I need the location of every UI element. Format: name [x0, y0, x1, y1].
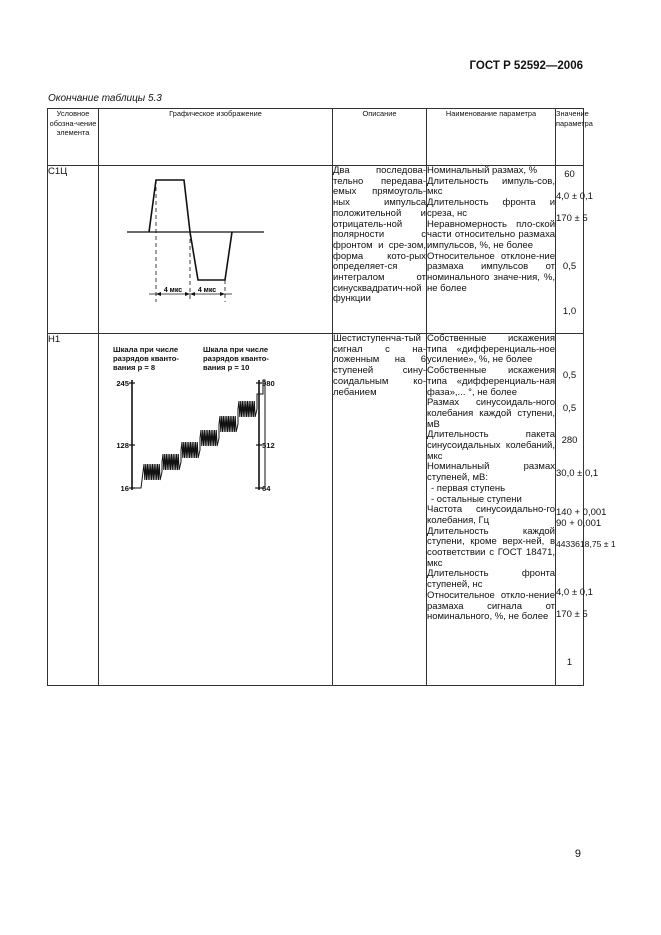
param-name: Неравномерность пло-ской части относительно размаха импульсов, %, не более: [427, 218, 555, 251]
param-name: Собственные искажения типа «дифференциаль-ное усиление», %, не более: [427, 333, 555, 366]
left-scale-caption-1: Шкала при числе: [113, 345, 179, 354]
pulse-width-label-1: 4 мкс: [163, 287, 183, 294]
param-value: 1: [566, 657, 573, 668]
param-name: Размах синусоидаль-ного колебания каждой ступени, мВ: [427, 397, 555, 430]
left-tick-16: 16: [120, 484, 129, 493]
param-value: 0,5: [562, 370, 577, 381]
param-value: 280: [561, 435, 578, 446]
staircase-waveform: [135, 380, 265, 488]
graphic-cell: [99, 334, 333, 686]
table-caption: Окончание таблицы 5.3: [48, 93, 162, 104]
param-value: 4,0 ± 0,1: [556, 587, 593, 598]
param-name: Номинальный размах, %: [427, 165, 538, 176]
left-tick-245: 245: [116, 379, 129, 388]
bipolar-pulse-figure: [99, 166, 333, 328]
table-row: [48, 334, 584, 686]
param-value: 140 + 0,001: [556, 507, 607, 518]
param-value: 4,0 ± 0,1: [556, 191, 593, 202]
left-scale-caption-3: вания р = 8: [113, 363, 156, 372]
param-value: 0,5: [562, 261, 577, 272]
page-number: 9: [574, 848, 581, 860]
staircase-signal-figure: [99, 334, 333, 680]
param-name: Длительность фронта ступеней, нс: [427, 568, 555, 591]
param-name: Собственные искажения типа «дифференциаль-ная фаза»,... °, не более: [427, 365, 555, 398]
right-tick-64: 64: [262, 484, 271, 493]
param-name: Длительность каждой ступени, кроме верх-ней, в соответствии с ГОСТ 18471, мкс: [427, 525, 555, 569]
parameters-table: [47, 108, 616, 686]
right-scale-caption-1: Шкала при числе: [203, 345, 269, 354]
graphic-cell: [99, 166, 333, 334]
param-name: - остальные ступени: [431, 493, 522, 505]
param-value: 60: [564, 169, 575, 180]
right-scale-caption-3: вания р = 10: [203, 363, 250, 372]
param-name: Длительность пакета синусоидальных колебаний, мкс: [427, 429, 555, 462]
right-tick-980: 980: [262, 379, 275, 388]
left-tick-128: 128: [116, 441, 129, 450]
right-scale-caption-2: разрядов кванто-: [203, 354, 269, 363]
col-header-code: Условное обозна-чение элемента: [48, 109, 99, 166]
param-name: Номинальный размах ступеней, мВ:: [427, 461, 555, 484]
col-header-parameter: Наименование параметра: [427, 109, 556, 166]
element-description: Два последова-тельно передава-емых прямоуголь-ных импульса положительной и отрицатель-ной полярности с фронтом и сре-зом, форма кото-рых определяет-ся интегралом от синусквадратич-ной функции: [333, 166, 427, 334]
param-value: 4433618,75 ± 1: [556, 539, 616, 549]
param-value: 90 + 0,001: [556, 518, 602, 529]
param-name: Относительное отклоне-ние размаха импульсов от номинального значе-ния, %, не более: [427, 250, 555, 294]
col-header-value: Значение параметра: [556, 109, 584, 166]
param-name: Частота синусоидально-го колебания, Гц: [427, 504, 555, 526]
parameter-values: [556, 166, 593, 334]
parameter-names: [427, 334, 556, 686]
parameter-values: [556, 334, 616, 686]
param-value: 30,0 ± 0,1: [556, 468, 599, 479]
element-code: С1Ц: [48, 166, 99, 334]
right-tick-512: 512: [262, 441, 275, 450]
col-header-description: Описание: [333, 109, 427, 166]
param-value: 1,0: [562, 306, 577, 317]
param-value: 0,5: [562, 403, 577, 414]
table-header-row: [48, 109, 584, 166]
document-code: ГОСТ Р 52592—2006: [469, 60, 583, 72]
param-value: 170 ± 5: [556, 609, 588, 620]
pulse-waveform: [149, 180, 232, 280]
table-row: [48, 166, 584, 334]
param-value: 170 ± 5: [556, 213, 588, 224]
param-name: - первая ступень: [431, 482, 506, 494]
element-code: Н1: [48, 334, 99, 686]
param-name: Относительное откло-нение размаха сигнала от номинального, %, не более: [427, 589, 555, 623]
pulse-width-label-2: 4 мкс: [197, 287, 217, 294]
col-header-graphic: Графическое изображение: [99, 109, 333, 166]
left-scale-caption-2: разрядов кванто-: [113, 354, 179, 363]
parameter-names: [427, 166, 556, 334]
param-name: Длительность фронта и среза, нс: [427, 197, 555, 219]
param-name: Длительность импуль-сов, мкс: [427, 175, 555, 198]
element-description: Шестиступенча-тый сигнал с на-ложенным на 6 ступеней сину-соидальным ко-лебанием: [333, 334, 427, 686]
